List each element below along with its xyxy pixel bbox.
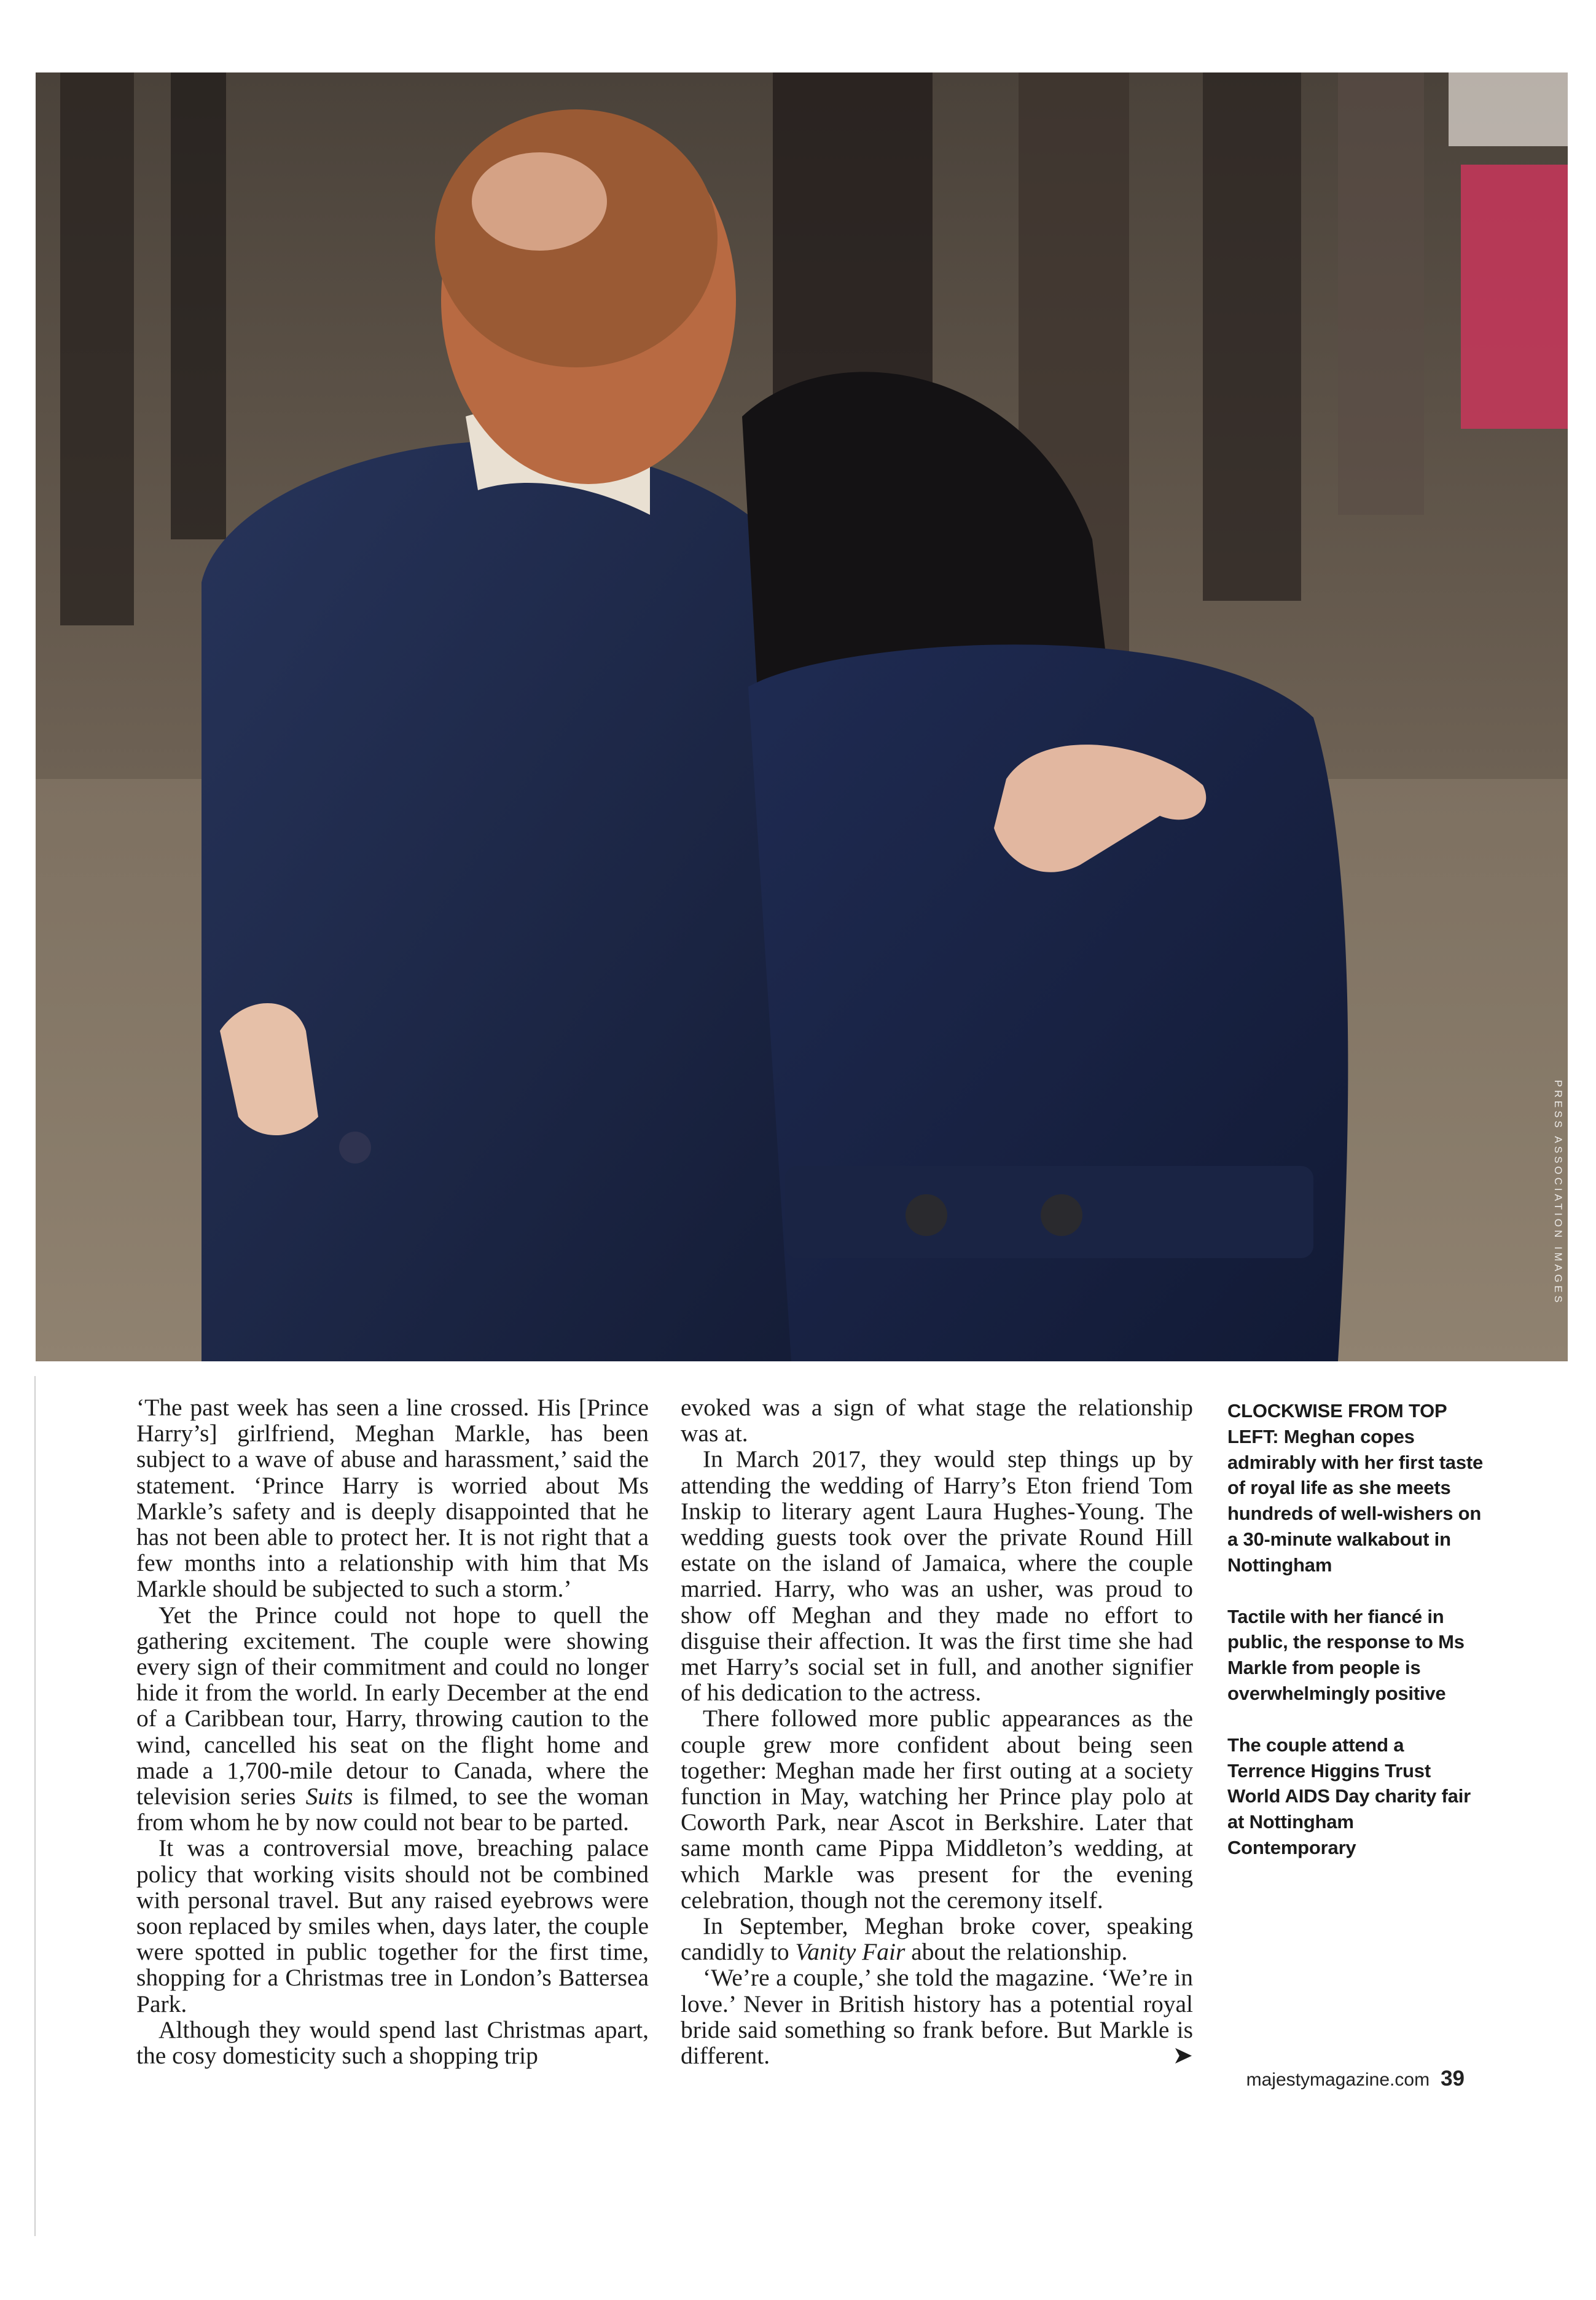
paragraph: Yet the Prince could not hope to quell the gathering excitement. The couple were showing every sign of their commitment and could no longer hide it from the world. In early December at the end of a Caribbean tour, Harry, throwing caution to the wind, cancelled his seat on the flight home and made a 1,700-mile detour to Canada, where the television series Suits is filmed, to see the woman from whom he by now could not bear to be parted. — [136, 1601, 649, 1836]
article-column-1 — [136, 1394, 649, 2068]
paragraph: Although they would spend last Christmas apart, the cosy domesticity such a shopping trip — [136, 2016, 649, 2070]
caption: CLOCKWISE FROM TOP LEFT: Meghan copes admirably with her first taste of royal life as she meets hundreds of well-wishers on a 30-minute walkabout in Nottingham — [1227, 1400, 1484, 1576]
page-footer — [1246, 2067, 1465, 2091]
paragraph: ‘We’re a couple,’ she told the magazine. ‘We’re in love.’ Never in British history has a potential royal bride said something so frank before. But Markle is different. ➤ — [681, 1964, 1193, 2070]
paragraph: In March 2017, they would step things up by attending the wedding of Harry’s Eton friend Tom Inskip to literary agent Laura Hughes-Young. The wedding guests took over the private Round Hill estate on the island of Jamaica, where the couple married. Harry, who was an usher, was proud to show off Meghan and they made no effort to disguise their affection. It was the first time she had met Harry’s social set in full, and another signifier of his dedication to the actress. — [681, 1445, 1193, 1707]
footer-site: majestymagazine.com — [1246, 2070, 1430, 2090]
paragraph: It was a controversial move, breaching palace policy that working visits should not be combined with personal travel. But any raised eyebrows were soon replaced by smiles when, days later, the couple were spotted in public together for the first time, shopping for a Christmas tree in London’s Battersea Park. — [136, 1834, 649, 2017]
photo-captions — [1227, 1398, 1485, 1887]
continue-arrow-icon: ➤ — [1172, 2041, 1193, 2070]
paragraph: evoked was a sign of what stage the relationship was at. — [681, 1394, 1193, 1447]
article-column-2 — [681, 1394, 1193, 2068]
page-gutter-line — [34, 1376, 36, 2236]
couple-photo — [36, 72, 1568, 1361]
photo-illustration — [36, 72, 1568, 1361]
paragraph: ‘The past week has seen a line crossed. His [Prince Harry’s] girlfriend, Meghan Markle, has been subject to a wave of abuse and harassment,’ said the statement. ‘Prince Harry is worried about Ms Markle’s safety and is deeply disappointed that he has not been able to protect her. It is not right that a few months into a relationship with him that Ms Markle should be subjected to such a storm.’ — [136, 1394, 649, 1603]
photo-credit: PRESS ASSOCIATION IMAGES — [1552, 1080, 1564, 1306]
caption: Tactile with her fiancé in public, the response to Ms Markle from people is overwhelmingly positive — [1227, 1605, 1465, 1704]
caption: The couple attend a Terrence Higgins Trust World AIDS Day charity fair at Nottingham Contemporary — [1227, 1734, 1471, 1858]
page-number: 39 — [1441, 2067, 1465, 2091]
paragraph: In September, Meghan broke cover, speaking candidly to Vanity Fair about the relationship. — [681, 1912, 1193, 1966]
paragraph: There followed more public appearances as the couple grew more confident about being seen together: Meghan made her first outing at a society function in May, watching her Prince play polo at Coworth Park, near Ascot in Berkshire. Later that same month came Pippa Middleton’s wedding, at which Markle was present for the evening celebration, though not the ceremony itself. — [681, 1705, 1193, 1914]
